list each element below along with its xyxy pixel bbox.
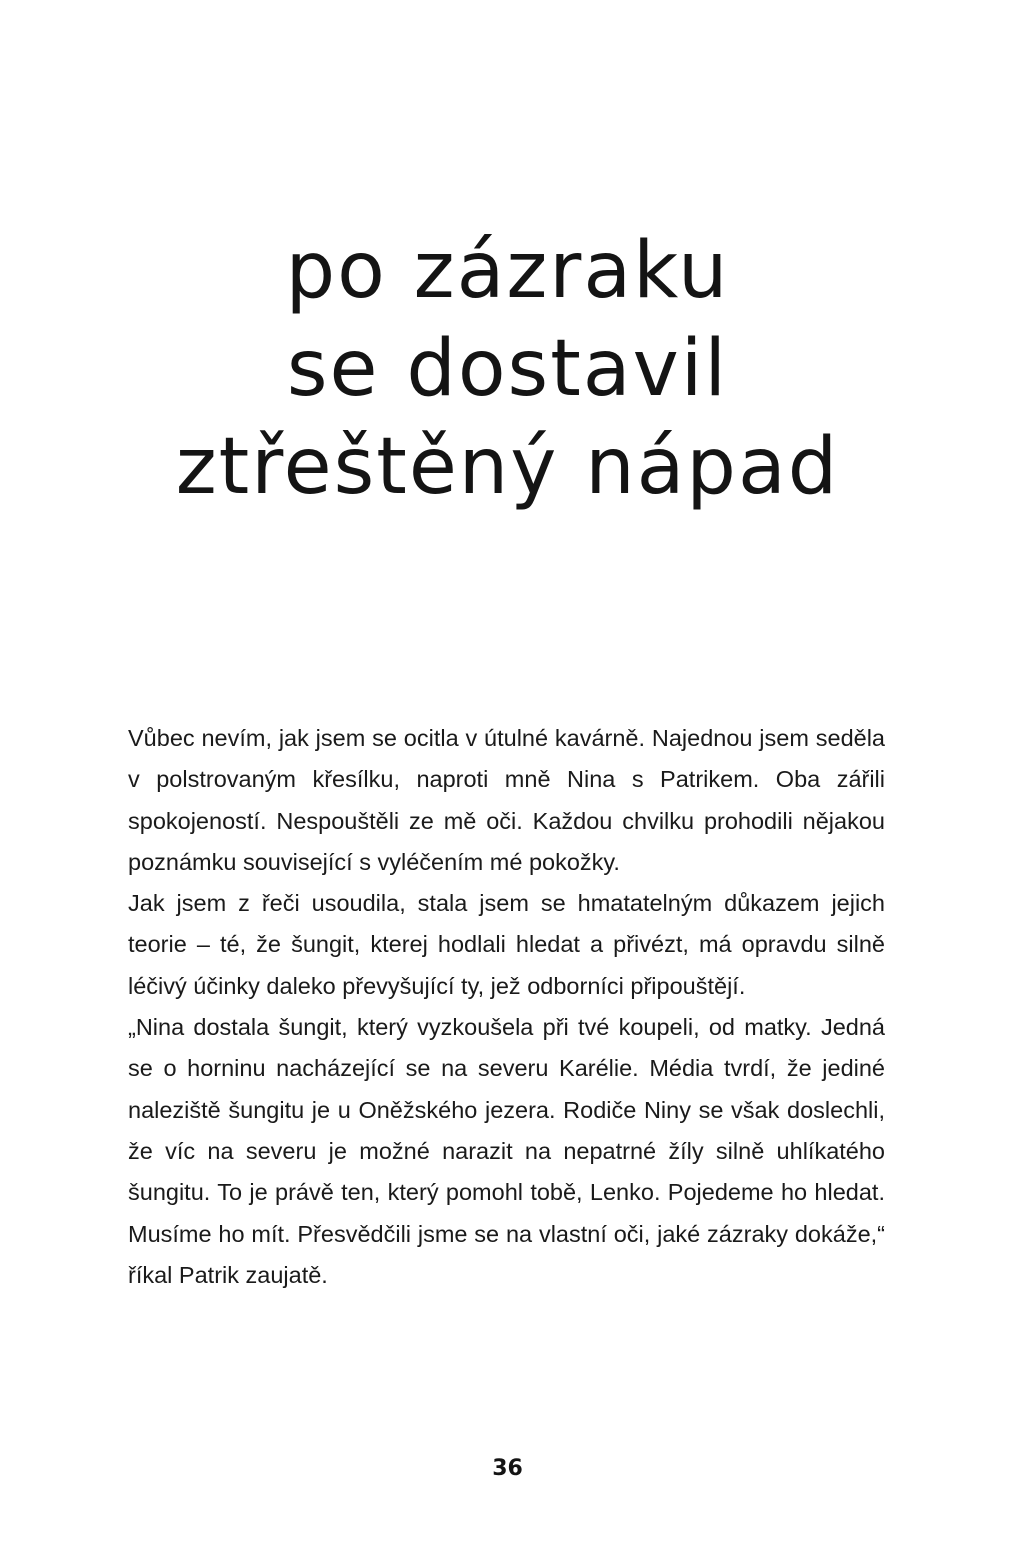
chapter-title-line: se dostavil bbox=[286, 324, 729, 414]
chapter-title bbox=[0, 222, 1015, 516]
chapter-title-line: po zázraku bbox=[285, 226, 730, 316]
paragraph: „Nina dostala šungit, který vyzkoušela při tvé koupeli, od matky. Jedná se o horninu nacházející se na severu Karélie. Média tvrdí, že jediné naleziště šungitu je u Oněžského jezera. Rodiče Niny se však doslechli, že víc na severu je možné narazit na nepatrné žíly silně uhlíkatého šungitu. To je právě ten, který pomohl tobě, Lenko. Pojedeme ho hledat. Musíme ho mít. Přesvědčili jsme se na vlastní oči, jaké zázraky dokáže,“ říkal Patrik zaujatě. bbox=[128, 1014, 885, 1288]
chapter-title-line: ztřeštěný nápad bbox=[175, 422, 840, 512]
page-number: 36 bbox=[492, 1456, 523, 1481]
paragraph: Vůbec nevím, jak jsem se ocitla v útulné kavárně. Najednou jsem seděla v polstrovaným křesílku, naproti mně Nina s Patrikem. Oba zářili spokojeností. Nespouštěli ze mě oči. Každou chvilku prohodili nějakou poznámku související s vyléčením mé pokožky. bbox=[128, 725, 885, 875]
body-text bbox=[128, 718, 885, 1296]
paragraph: Jak jsem z řeči usoudila, stala jsem se hmatatelným důkazem jejich teorie – té, že šungit, kterej hodlali hledat a přivézt, má opravdu silně léčivý účinky daleko převyšující ty, jež odborníci připouštějí. bbox=[128, 890, 885, 999]
